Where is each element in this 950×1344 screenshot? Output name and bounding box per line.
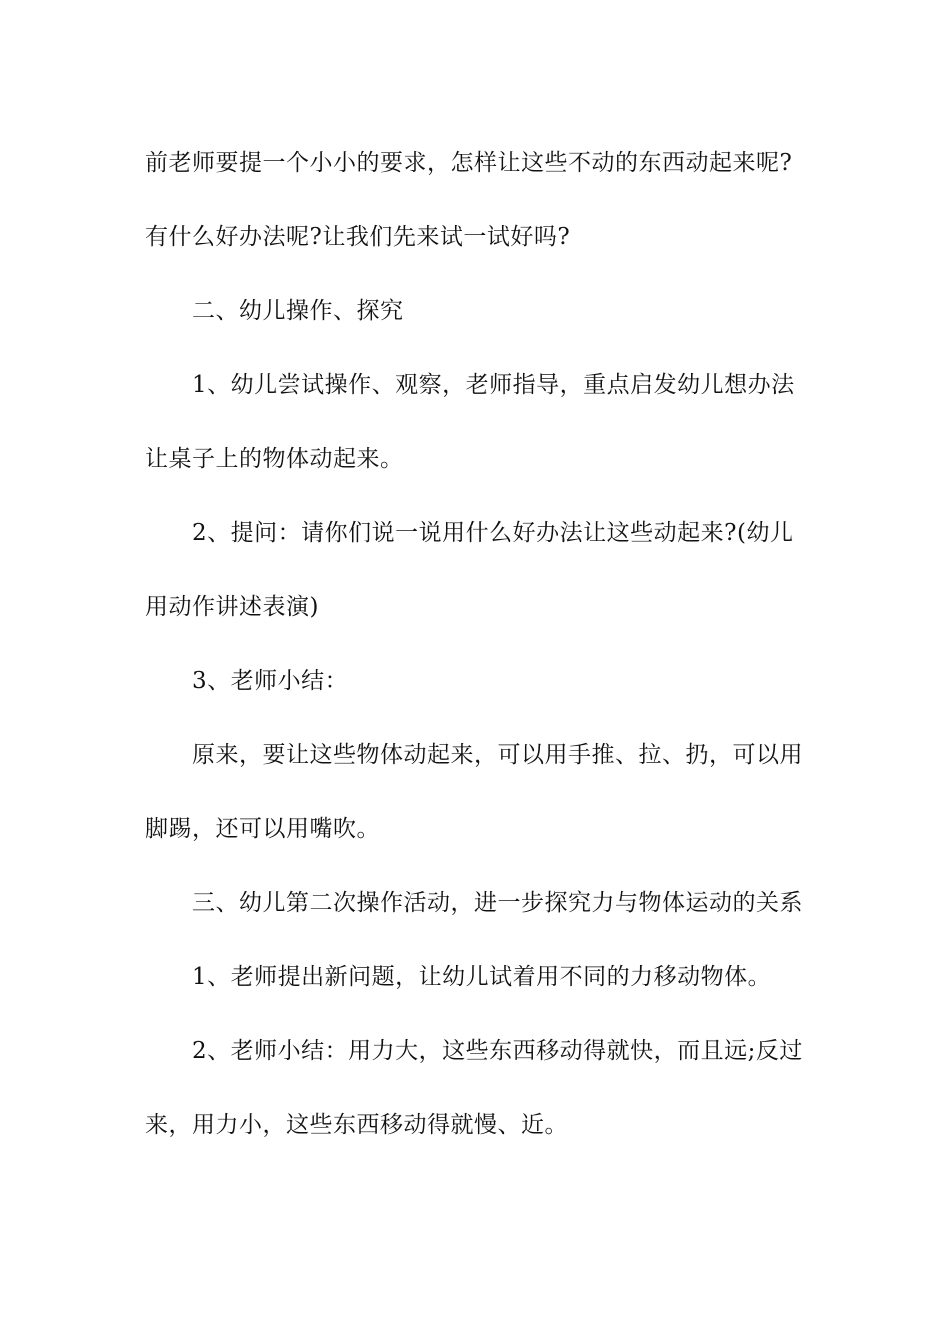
document-body: [145, 126, 810, 1162]
paragraph-step-2-1: 1、幼儿尝试操作、观察，老师指导，重点启发幼儿想办法让桌子上的物体动起来。: [145, 372, 795, 472]
section-heading-3: 三、幼儿第二次操作活动，进一步探究力与物体运动的关系: [192, 890, 803, 916]
paragraph-step-2-3: 3、老师小结：: [192, 668, 349, 694]
paragraph-continuation: 前老师要提一个小小的要求，怎样让这些不动的东西动起来呢?有什么好办法呢?让我们先来试一试好吗?: [145, 150, 793, 250]
section-heading-2: 二、幼儿操作、探究: [192, 298, 404, 324]
paragraph-summary-1: 原来，要让这些物体动起来，可以用手推、拉、扔，可以用脚踢，还可以用嘴吹。: [145, 742, 803, 842]
paragraph-step-2-2: 2、提问：请你们说一说用什么好办法让这些动起来?(幼儿用动作讲述表演): [145, 520, 794, 620]
paragraph-step-3-1: 1、老师提出新问题，让幼儿试着用不同的力移动物体。: [192, 964, 772, 990]
paragraph-step-3-2: 2、老师小结：用力大，这些东西移动得就快，而且远;反过来，用力小，这些东西移动得就慢、近。: [145, 1038, 803, 1138]
